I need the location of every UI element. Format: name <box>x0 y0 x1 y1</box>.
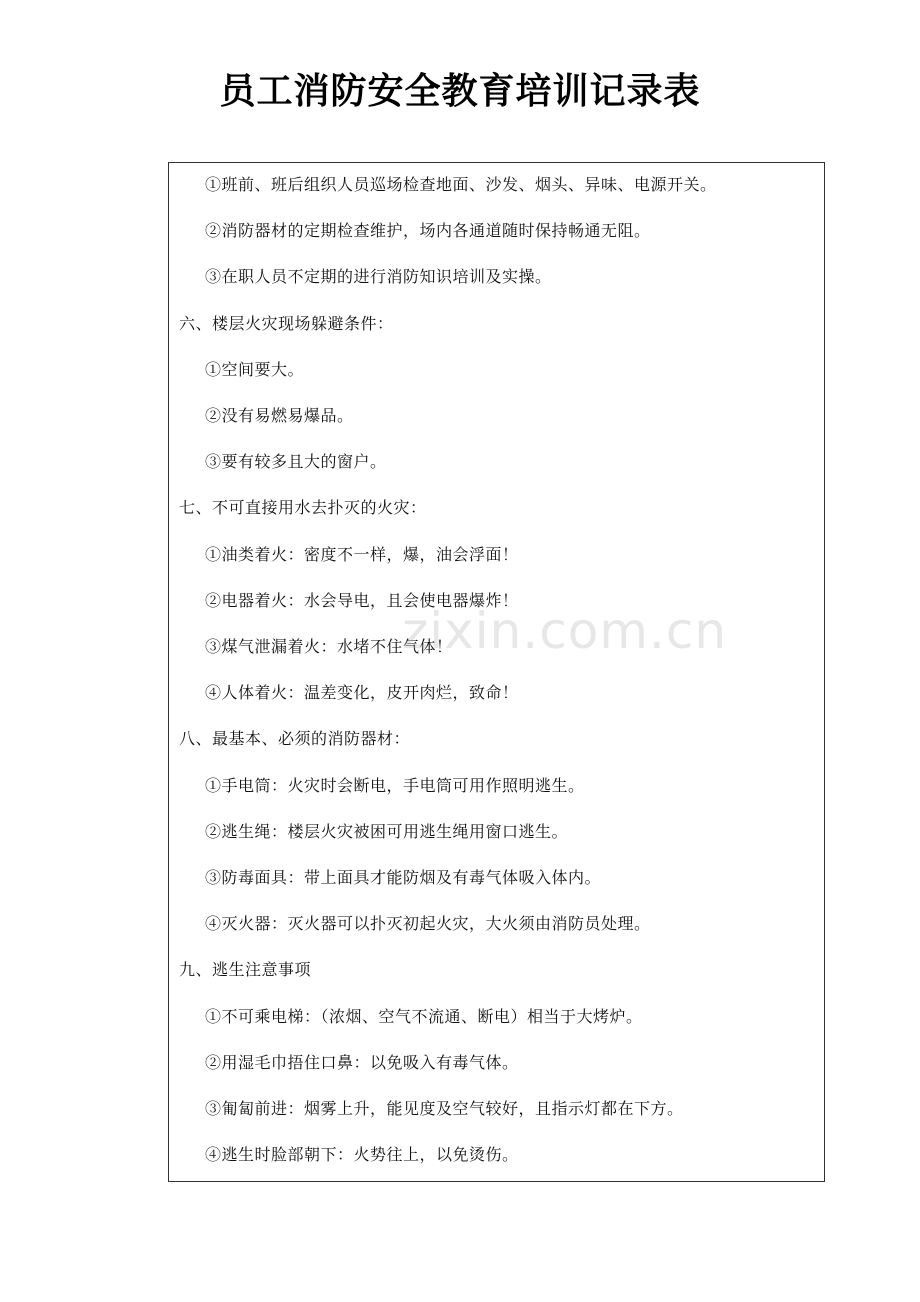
section-heading: 八、最基本、必须的消防器材： <box>179 729 411 749</box>
list-item: ④人体着火：温差变化，皮开肉烂，致命！ <box>205 683 519 703</box>
list-item: ④逃生时脸部朝下：火势往上，以免烫伤。 <box>205 1145 519 1165</box>
section-heading: 六、楼层火灾现场躲避条件： <box>179 313 394 333</box>
list-item: ①油类着火：密度不一样，爆，油会浮面！ <box>205 544 519 564</box>
list-item: ③要有较多且大的窗户。 <box>205 452 387 472</box>
section-heading: 九、逃生注意事项 <box>179 960 312 980</box>
document-title: 员工消防安全教育培训记录表 <box>219 71 701 112</box>
list-item: ③在职人员不定期的进行消防知识培训及实操。 <box>205 267 552 287</box>
list-item: ③煤气泄漏着火：水堵不住气体！ <box>205 637 453 656</box>
list-item: ②消防器材的定期检查维护，场内各通道随时保持畅通无阻。 <box>205 221 651 241</box>
section-heading: 七、不可直接用水去扑灭的火灾： <box>179 498 427 518</box>
list-item: ②电器着火：水会导电，且会使电器爆炸！ <box>205 590 519 610</box>
list-item: ④灭火器：灭火器可以扑灭初起火灾，大火须由消防员处理。 <box>205 914 651 934</box>
list-item: ②没有易燃易爆品。 <box>205 406 354 425</box>
list-item: ②用湿毛巾捂住口鼻：以免吸入有毒气体。 <box>205 1052 519 1072</box>
list-item: ③匍匐前进：烟雾上升，能见度及空气较好，且指示灯都在下方。 <box>205 1099 684 1118</box>
list-item: ①班前、班后组织人员巡场检查地面、沙发、烟头、异味、电源开关。 <box>205 175 717 194</box>
list-item: ①手电筒：火灾时会断电，手电筒可用作照明逃生。 <box>205 775 585 795</box>
list-item: ①空间要大。 <box>205 359 305 379</box>
list-item: ②逃生绳：楼层火灾被困可用逃生绳用窗口逃生。 <box>205 821 569 841</box>
record-table-cell <box>168 162 825 1182</box>
list-item: ③防毒面具：带上面具才能防烟及有毒气体吸入体内。 <box>205 868 602 887</box>
list-item: ①不可乘电梯：（浓烟、空气不流通、断电）相当于大烤炉。 <box>205 1006 643 1026</box>
watermark: zixin.com.cn <box>402 602 728 660</box>
